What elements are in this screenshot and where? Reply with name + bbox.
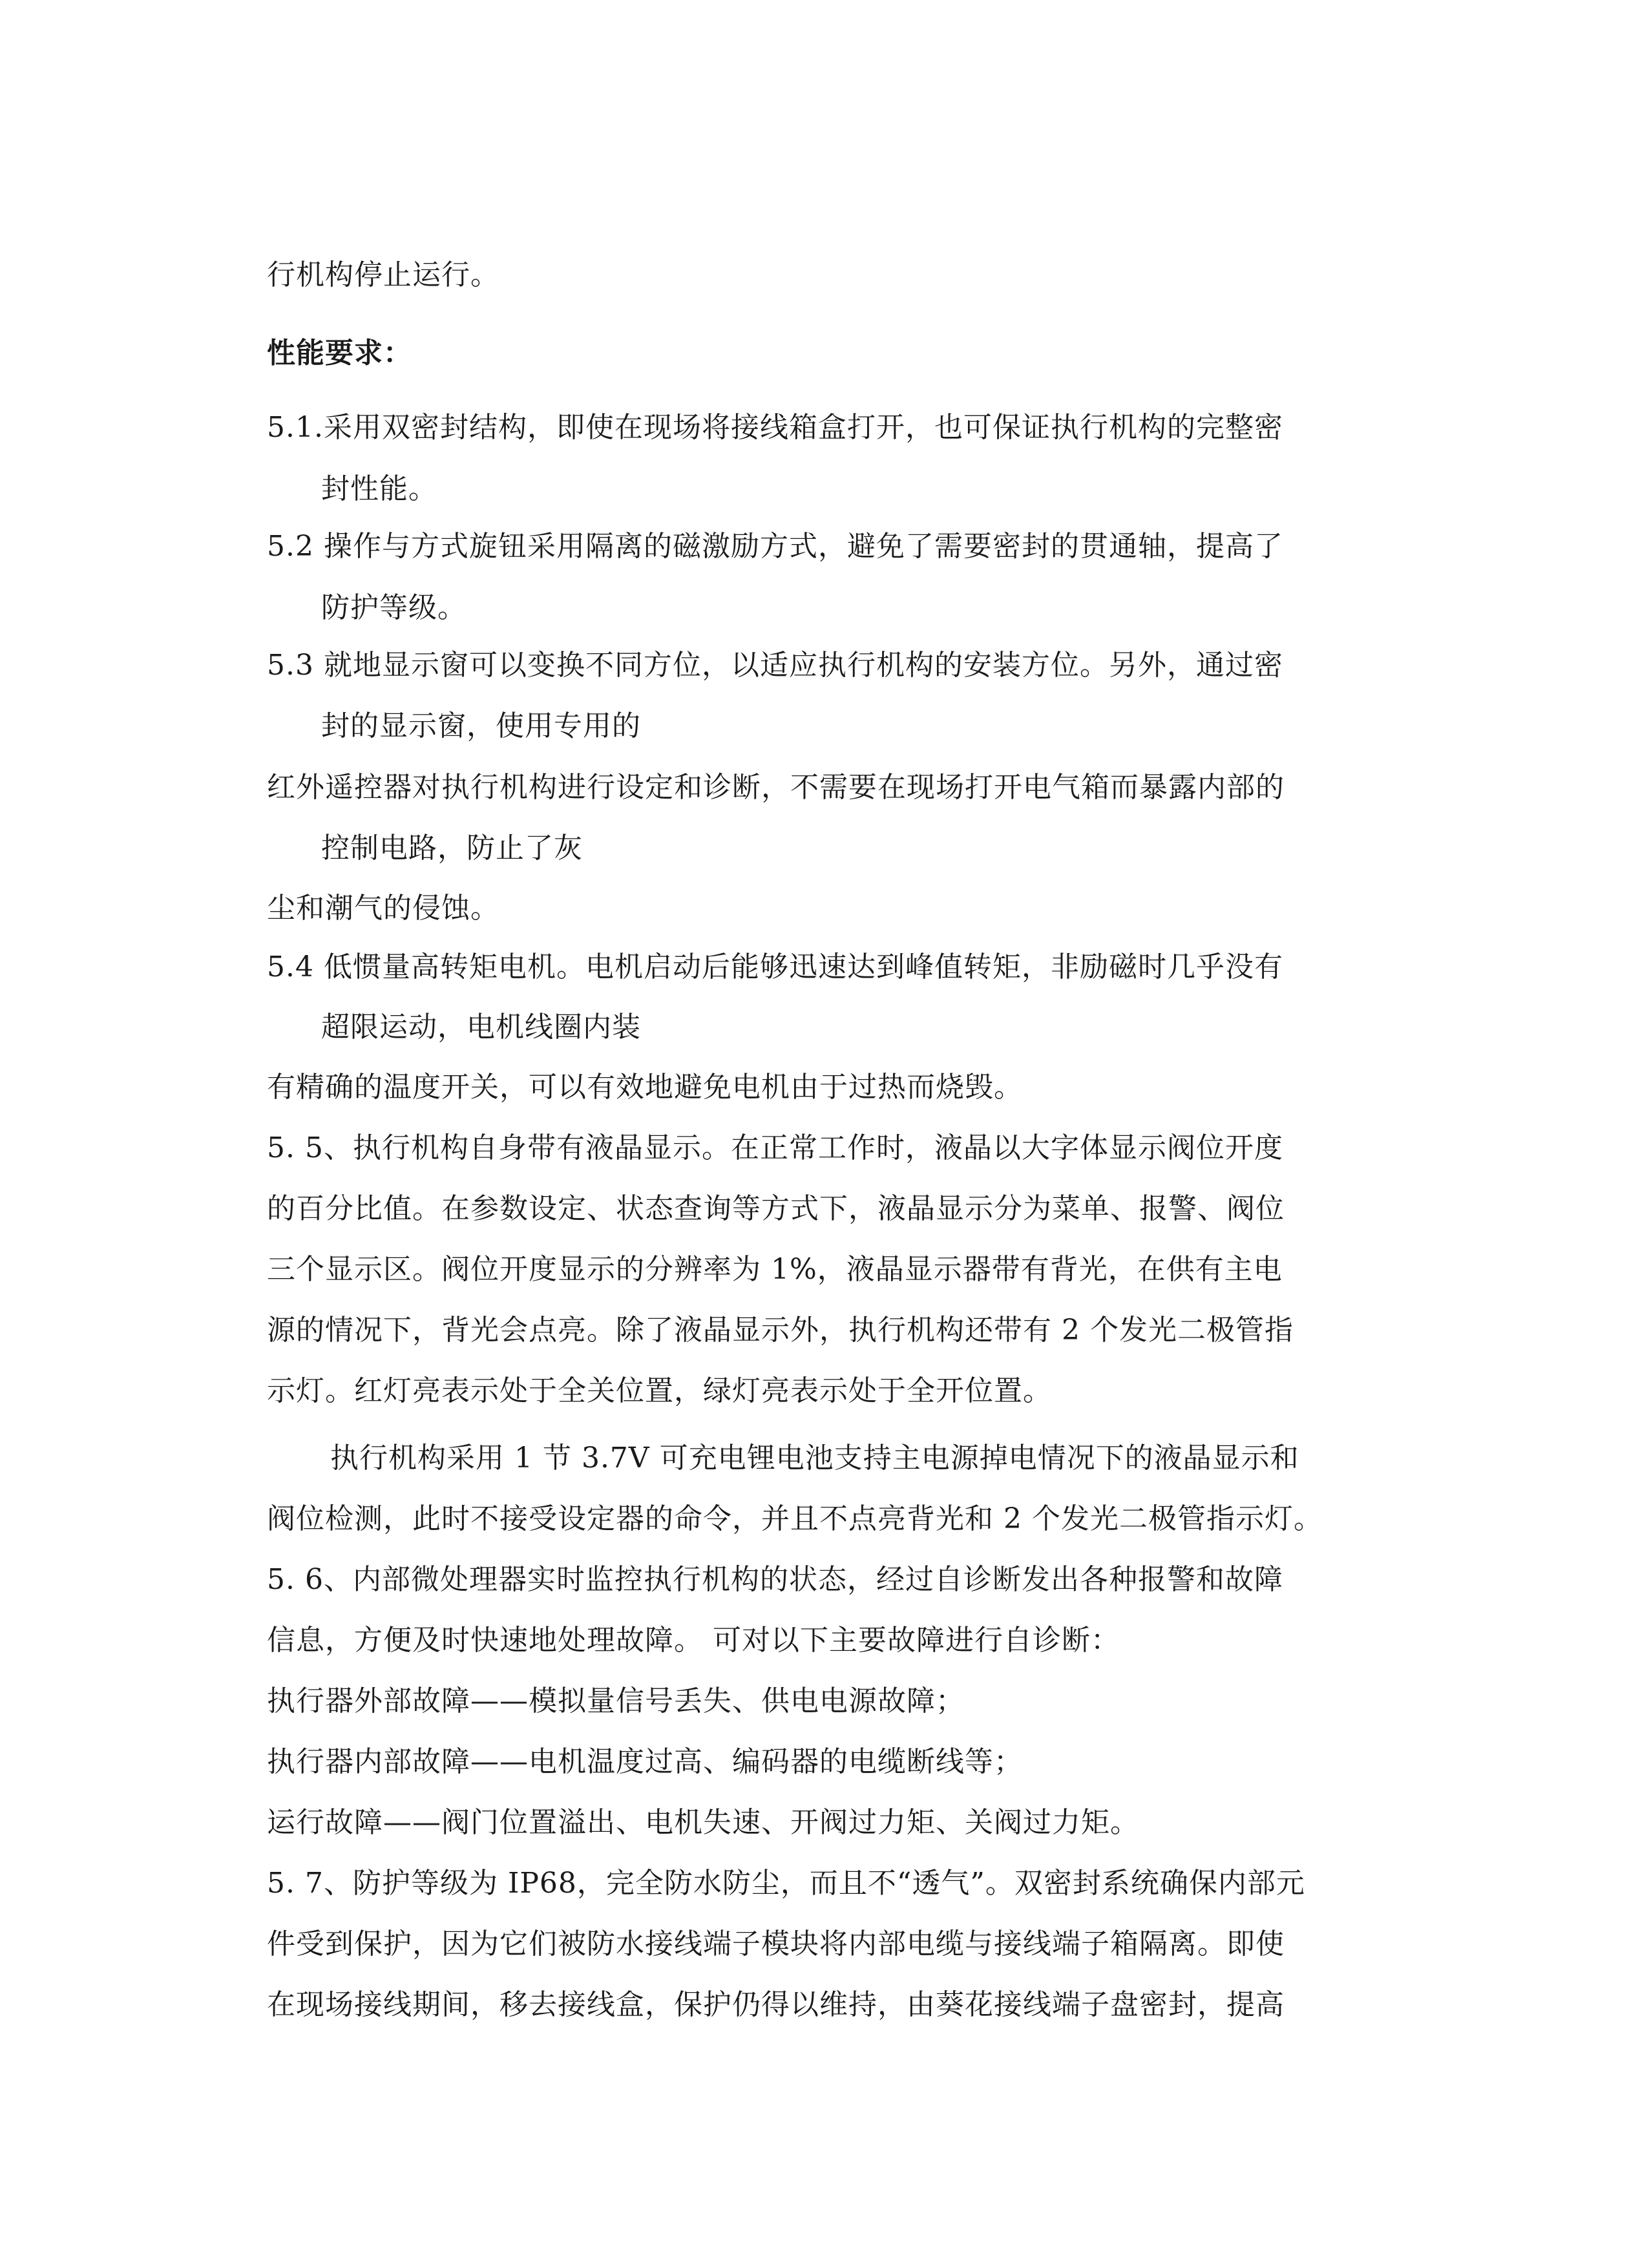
paragraph-line: 封的显示窗，使用专用的 <box>321 709 641 742</box>
paragraph-line: 5.4 低惯量高转矩电机。电机启动后能够迅速达到峰值转矩，非励磁时几乎没有 <box>267 950 1283 983</box>
list-item: 运行故障——阀门位置溢出、电机失速、开阀过力矩、关阀过力矩。 <box>267 1806 1139 1839</box>
paragraph-line: 5.1.采用双密封结构，即使在现场将接线箱盒打开，也可保证执行机构的完整密 <box>267 411 1283 444</box>
paragraph-line: 件受到保护，因为它们被防水接线端子模块将内部电缆与接线端子箱隔离。即使 <box>267 1927 1285 1960</box>
paragraph-line: 执行机构采用 1 节 3.7V 可充电锂电池支持主电源掉电情况下的液晶显示和 <box>330 1442 1299 1475</box>
paragraph-line: 红外遥控器对执行机构进行设定和诊断，不需要在现场打开电气箱而暴露内部的 <box>267 771 1285 804</box>
paragraph-line: 有精确的温度开关，可以有效地避免电机由于过热而烧毁。 <box>267 1071 1023 1104</box>
list-item: 执行器外部故障——模拟量信号丢失、供电电源故障； <box>267 1685 965 1717</box>
paragraph-line: 在现场接线期间，移去接线盒，保护仍得以维持，由葵花接线端子盘密封，提高 <box>267 1988 1285 2021</box>
paragraph-line: 5. 7、防护等级为 IP68，完全防水防尘，而且不“透气”。双密封系统确保内部元 <box>267 1867 1305 1900</box>
paragraph-line: 控制电路，防止了灰 <box>321 832 583 865</box>
paragraph-line: 示灯。红灯亮表示处于全关位置，绿灯亮表示处于全开位置。 <box>267 1374 1052 1407</box>
list-item: 执行器内部故障——电机温度过高、编码器的电缆断线等； <box>267 1745 1023 1778</box>
paragraph-line: 三个显示区。阀位开度显示的分辨率为 1%，液晶显示器带有背光，在供有主电 <box>267 1253 1283 1286</box>
paragraph-line: 尘和潮气的侵蚀。 <box>267 892 499 925</box>
paragraph-line: 源的情况下，背光会点亮。除了液晶显示外，执行机构还带有 2 个发光二极管指 <box>267 1314 1294 1347</box>
paragraph-line: 阀位检测，此时不接受设定器的命令，并且不点亮背光和 2 个发光二极管指示灯。 <box>267 1502 1323 1535</box>
section-heading: 性能要求： <box>267 337 412 370</box>
paragraph-line: 超限运动，电机线圈内装 <box>321 1011 641 1044</box>
paragraph-line: 信息，方便及时快速地处理故障。 可对以下主要故障进行自诊断： <box>267 1624 1120 1657</box>
paragraph-line: 防护等级。 <box>321 591 467 624</box>
paragraph-line: 5.3 就地显示窗可以变换不同方位，以适应执行机构的安装方位。另外，通过密 <box>267 649 1283 682</box>
paragraph-line: 封性能。 <box>321 472 437 505</box>
paragraph-line: 5. 5、执行机构自身带有液晶显示。在正常工作时，液晶以大字体显示阀位开度 <box>267 1131 1283 1164</box>
paragraph-line: 的百分比值。在参数设定、状态查询等方式下，液晶显示分为菜单、报警、阀位 <box>267 1192 1285 1225</box>
paragraph-line: 5. 6、内部微处理器实时监控执行机构的状态，经过自诊断发出各种报警和故障 <box>267 1563 1283 1596</box>
text-line: 行机构停止运行。 <box>267 258 499 291</box>
paragraph-line: 5.2 操作与方式旋钮采用隔离的磁激励方式，避免了需要密封的贯通轴，提高了 <box>267 530 1283 563</box>
